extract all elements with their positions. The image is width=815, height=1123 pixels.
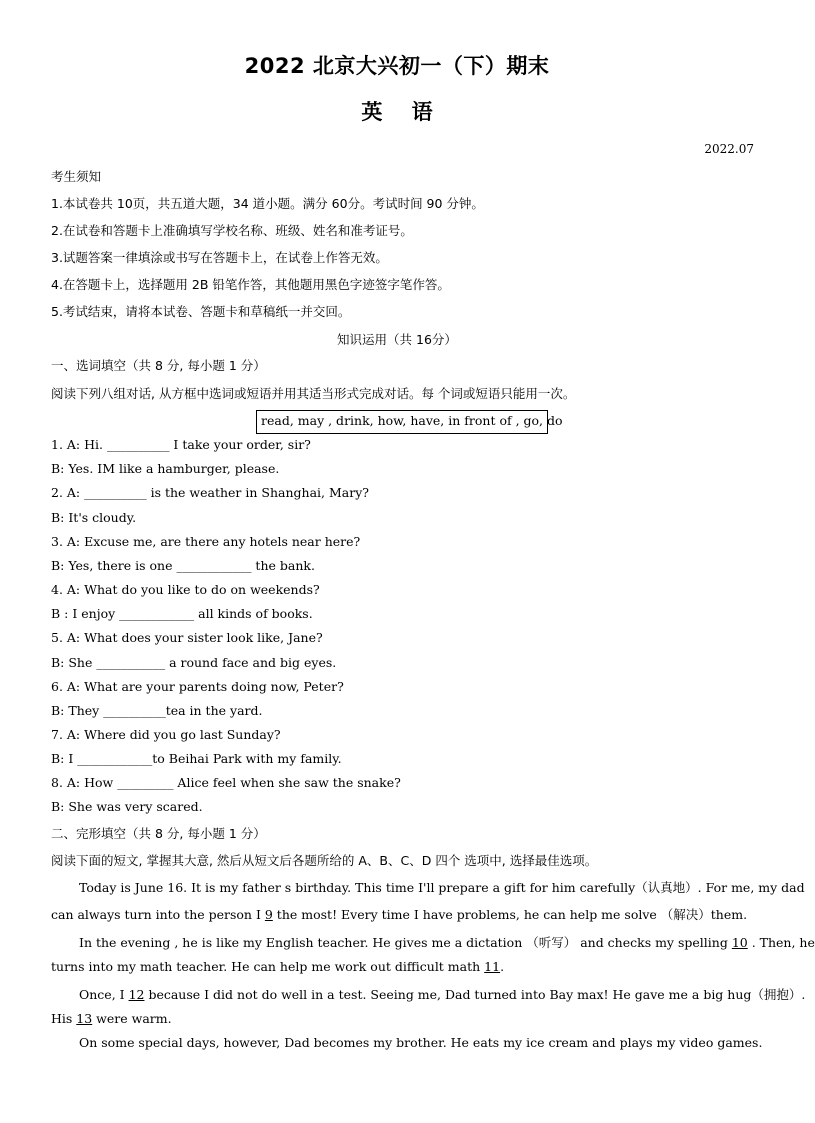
notice-item: 1.本试卷共 10页，共五道大题，34 道小题。满分 60分。考试时间 90 分钟。 — [51, 196, 484, 211]
word-bank-box: read, may , drink, how, have, in front of , go, do — [256, 410, 548, 434]
passage-line: Today is June 16. It is my father s birthday. This time I'll prepare a gift for him carefully（认真地）. For me, my dad — [79, 880, 805, 895]
dialogue-line: 8. A: How _________ Alice feel when she saw the snake? — [51, 775, 401, 790]
blank-number: 11 — [484, 959, 501, 974]
part1-heading: 一、选词填空（共 8 分, 每小题 1 分） — [51, 358, 266, 373]
passage-line — [79, 985, 805, 1003]
blank-number: 12 — [128, 987, 145, 1002]
dialogue-line: 3. A: Excuse me, are there any hotels near here? — [51, 534, 361, 549]
passage-text: the most! Every time I have problems, he can help me solve （解决）them. — [272, 907, 748, 922]
passage-line — [51, 905, 747, 923]
passage-text: His — [51, 1011, 77, 1026]
dialogue-line: B: It's cloudy. — [51, 510, 137, 525]
dialogue-line: B : I enjoy ____________ all kinds of books. — [51, 606, 313, 621]
passage-text: turns into my math teacher. He can help me work out difficult math — [51, 959, 485, 974]
passage-text: . — [500, 959, 505, 974]
dialogue-line: 5. A: What does your sister look like, Jane? — [51, 630, 323, 645]
notice-item: 5.考试结束，请将本试卷、答题卡和草稿纸一并交回。 — [51, 304, 351, 319]
section-knowledge-heading: 知识运用（共 16分） — [337, 332, 457, 347]
passage-text: can always turn into the person I — [51, 907, 265, 922]
passage-text: were warm. — [92, 1011, 172, 1026]
exam-subject: 英 语 — [361, 100, 433, 124]
dialogue-line: B: She was very scared. — [51, 799, 203, 814]
dialogue-line: B: Yes. IM like a hamburger, please. — [51, 461, 280, 476]
passage-line — [51, 1011, 172, 1026]
notice-item: 2.在试卷和答题卡上准确填写学校名称、班级、姓名和准考证号。 — [51, 223, 413, 238]
part2-instruction: 阅读下面的短文, 掌握其大意, 然后从短文后各题所给的 A、B、C、D 四个 选项中, 选择最佳选项。 — [51, 853, 598, 868]
notice-item: 4.在答题卡上，选择题用 2B 铅笔作答，其他题用黑色字迹签字笔作答。 — [51, 277, 450, 292]
dialogue-line: 4. A: What do you like to do on weekends? — [51, 582, 320, 597]
exam-title: 2022 北京大兴初一（下）期末 — [244, 54, 550, 78]
dialogue-line: B: Yes, there is one ____________ the bank. — [51, 558, 315, 573]
dialogue-line: 2. A: __________ is the weather in Shanghai, Mary? — [51, 485, 369, 500]
passage-text: . Then, he — [747, 935, 815, 950]
passage-text: because I did not do well in a test. Seeing me, Dad turned into Bay max! He gave me a big hug（拥抱）. — [144, 987, 806, 1002]
dialogue-line: 7. A: Where did you go last Sunday? — [51, 727, 281, 742]
dialogue-line: B: She ___________ a round face and big eyes. — [51, 655, 337, 670]
blank-number: 13 — [76, 1011, 93, 1026]
blank-number: 10 — [731, 935, 748, 950]
blank-number: 9 — [264, 907, 273, 922]
dialogue-line: 6. A: What are your parents doing now, Peter? — [51, 679, 344, 694]
dialogue-line: B: They __________tea in the yard. — [51, 703, 263, 718]
passage-text: In the evening , he is like my English teacher. He gives me a dictation （听写） and checks my spelling — [79, 935, 732, 950]
notice-heading: 考生须知 — [51, 169, 102, 184]
passage-text: Once, I — [79, 987, 129, 1002]
exam-date: 2022.07 — [704, 142, 754, 156]
dialogue-line: B: I ____________to Beihai Park with my family. — [51, 751, 342, 766]
passage-line — [51, 959, 504, 974]
notice-item: 3.试题答案一律填涂或书写在答题卡上，在试卷上作答无效。 — [51, 250, 388, 265]
dialogue-line: 1. A: Hi. __________ I take your order, sir? — [51, 437, 311, 452]
passage-line — [79, 933, 815, 951]
part1-instruction: 阅读下列八组对话, 从方框中选词或短语并用其适当形式完成对话。每 个词或短语只能用一次。 — [51, 386, 576, 401]
part2-heading: 二、完形填空（共 8 分, 每小题 1 分） — [51, 826, 266, 841]
passage-line: On some special days, however, Dad becomes my brother. He eats my ice cream and plays my video games. — [79, 1035, 763, 1050]
